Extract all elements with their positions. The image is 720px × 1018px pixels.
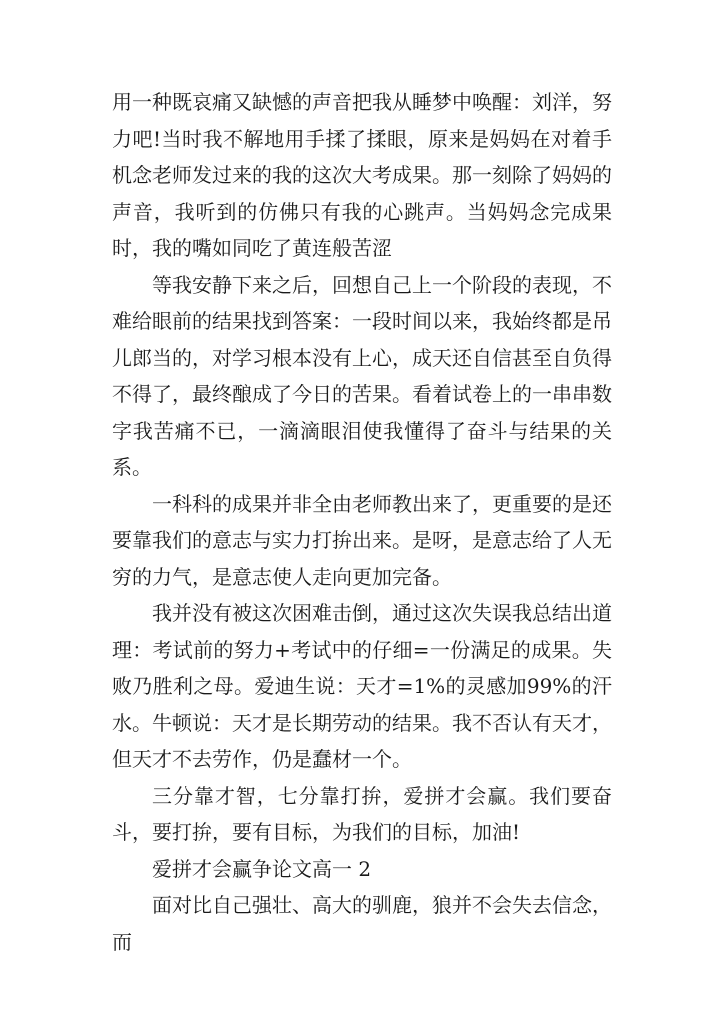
paragraph-5: 三分靠才智，七分靠打拚，爱拼才会赢。我们要奋斗，要打拚，要有目标，为我们的目标，加油! — [112, 783, 612, 844]
paragraph-4: 我并没有被这次困难击倒，通过这次失误我总结出道理：考试前的努力+考试中的仔细=一份满足的成果。失败乃胜利之母。爱迪生说：天才=1%的灵感加99%的汗水。牛顿说：天才是长期劳动的结果。我不否认有天才，但天才不去劳作，仍是蠢材一个。 — [112, 601, 612, 771]
document-body — [112, 84, 612, 960]
paragraph-2: 等我安静下来之后，回想自己上一个阶段的表现，不难给眼前的结果找到答案：一段时间以来，我始终都是吊儿郎当的，对学习根本没有上心，成天还自信甚至自负得不得了，最终酿成了今日的苦果。看着试卷上的一串串数字我苦痛不已，一滴滴眼泪使我懂得了奋斗与结果的关系。 — [112, 272, 612, 479]
paragraph-6: 面对比自己强壮、高大的驯鹿，狼并不会失去信念，而 — [112, 893, 612, 954]
paragraph-1: 用一种既哀痛又缺憾的声音把我从睡梦中唤醒：刘洋，努力吧!当时我不解地用手揉了揉眼，原来是妈妈在对着手机念老师发过来的我的这次大考成果。那一刻除了妈妈的声音，我听到的仿佛只有我的心跳声。当妈妈念完成果时，我的嘴如同吃了黄连般苦涩 — [112, 90, 612, 260]
paragraph-3: 一科科的成果并非全由老师教出来了，更重要的是还要靠我们的意志与实力打拚出来。是呀，是意志给了人无穷的力气，是意志使人走向更加完备。 — [112, 491, 612, 589]
section-heading: 爱拼才会赢争论文高一 2 — [152, 856, 372, 881]
